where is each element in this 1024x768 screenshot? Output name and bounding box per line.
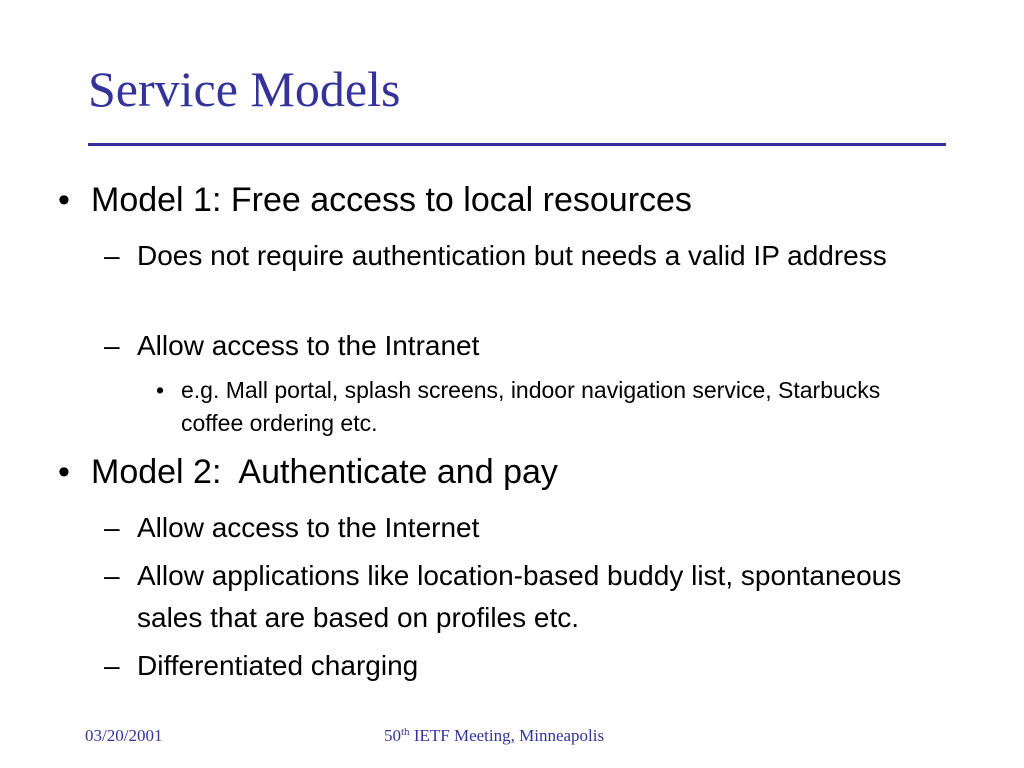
- footer-date: 03/20/2001: [85, 726, 163, 745]
- sub-item-applications: [104, 555, 934, 639]
- sub-item-text: Allow access to the Internet: [137, 512, 480, 543]
- dash-icon: –: [104, 560, 120, 591]
- bullet-item-model-2: [58, 452, 938, 492]
- small-bullet-icon: •: [156, 377, 165, 403]
- sub-item-authentication: [104, 235, 934, 277]
- footer-event-superscript: th: [401, 726, 410, 738]
- bullet-icon: •: [58, 453, 70, 491]
- slide-title: Service Models: [88, 61, 401, 117]
- dash-icon: –: [104, 512, 120, 543]
- sub-sub-item-examples: [156, 374, 926, 440]
- sub-item-text: Differentiated charging: [137, 650, 419, 681]
- bullet-text: Model 1: Free access to local resources: [91, 181, 692, 219]
- sub-sub-item-text: e.g. Mall portal, splash screens, indoor navigation service, Starbucks coffee ordering etc.: [181, 377, 881, 436]
- footer-event-number: 50: [384, 726, 401, 745]
- sub-item-text: Does not require authentication but needs a valid IP address: [137, 240, 887, 271]
- bullet-text: Model 2: Authenticate and pay: [91, 453, 558, 491]
- sub-item-charging: [104, 645, 934, 687]
- footer-event: [384, 726, 604, 746]
- sub-item-text: Allow access to the Intranet: [137, 330, 480, 361]
- sub-item-internet: [104, 507, 934, 549]
- title-underline-rule: [88, 143, 946, 146]
- sub-item-text: Allow applications like location-based buddy list, spontaneous sales that are based on profiles etc.: [137, 560, 902, 633]
- dash-icon: –: [104, 330, 120, 361]
- bullet-item-model-1: [58, 180, 938, 220]
- bullet-icon: •: [58, 181, 70, 219]
- dash-icon: –: [104, 650, 120, 681]
- footer-event-text: IETF Meeting, Minneapolis: [409, 726, 605, 745]
- sub-item-intranet: [104, 325, 934, 367]
- dash-icon: –: [104, 240, 120, 271]
